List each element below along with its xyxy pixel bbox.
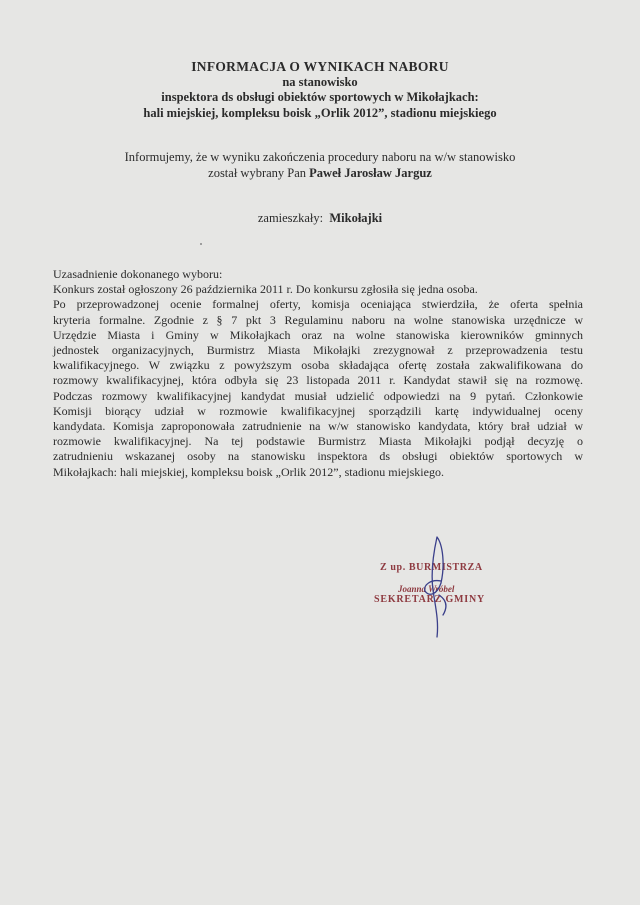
announcement-prefix: został wybrany Pan: [208, 166, 310, 180]
justification-line: rozmowie kwalifikacyjnej. Na tej podstawie Burmistrz Miasta Mikołajki podjął decyzję o: [53, 434, 583, 449]
justification-line: rozmowy kwalifikacyjnej, która odbyła się 23 listopada 2011 r. Kandydat stawił się na rozmowę.: [53, 373, 583, 388]
justification-line: Podczas rozmowy kwalifikacyjnej kandydat musiał udzielić odpowiedzi na 9 pytań. Członkowie: [53, 388, 583, 403]
handwritten-signature: [415, 535, 475, 645]
header-line-facilities: hali miejskiej, kompleksu boisk „Orlik 2012”, stadionu miejskiego: [143, 105, 497, 120]
justification-line: Konkurs został ogłoszony 26 października 2011 r. Do konkursu zgłosiła się jedna osoba.: [53, 282, 478, 297]
justification-line: Urzędzie Miasta i Gminy w Mikołajkach oraz na wolne stanowiska kierowników gminnych: [53, 327, 583, 342]
residence-value: Mikołajki: [329, 211, 383, 225]
justification-line: Mikołajkach: hali miejskiej, kompleksu boisk „Orlik 2012”, stadionu miejskiego.: [53, 464, 444, 479]
residence: [0, 211, 640, 226]
justification-section: [53, 267, 583, 480]
stamp-line-1: Z up. BURMISTRZA: [380, 562, 483, 573]
announcement: [0, 149, 640, 181]
residence-label: zamieszkały:: [257, 211, 324, 225]
justification-line: Komisji biorący udział w rozmowie kwalifikacyjnej sporządzili kartę indywidualnej oceny: [53, 403, 583, 418]
stamp-line-3: SEKRETARZ GMINY: [374, 594, 485, 605]
justification-heading: Uzasadnienie dokonanego wyboru:: [53, 267, 223, 281]
scan-speck: [200, 243, 202, 245]
document-title: INFORMACJA O WYNIKACH NABORU: [191, 59, 449, 74]
justification-line: zatrudnieniu wskazanej osoby na stanowisku inspektora ds obsługi obiektów sportowych w: [53, 449, 583, 464]
justification-line: kwalifikacyjnego. W związku z powyższym osoba składająca ofertę została zakwalifikowana do: [53, 358, 583, 373]
justification-line: Po przeprowadzonej ocenie formalnej oferty, komisja oceniająca stwierdziła, że oferta spełnia: [53, 297, 583, 312]
justification-line: jednostek organizacyjnych, Burmistrz Miasta Mikołajki zrezygnował z przeprowadzenia testu: [53, 343, 583, 358]
candidate-name: Paweł Jarosław Jarguz: [309, 166, 432, 180]
announcement-line-1: Informujemy, że w wyniku zakończenia procedury naboru na w/w stanowisko: [124, 150, 516, 164]
stamp-line-2: Joanna Wróbel: [398, 584, 455, 594]
justification-line: kandydata. Komisja zaproponowała zatrudnienie na w/w stanowisko kandydata, który brał udział w: [53, 419, 583, 434]
announcement-line-2: [0, 165, 640, 181]
justification-line: kryteria formalne. Zgodnie z § 7 pkt 3 Regulaminu naboru na wolne stanowiska urzędnicze w: [53, 312, 583, 327]
header-line-position: na stanowisko: [282, 74, 358, 89]
header-line-role: inspektora ds obsługi obiektów sportowych w Mikołajkach:: [161, 90, 479, 104]
document-header: [0, 59, 640, 121]
